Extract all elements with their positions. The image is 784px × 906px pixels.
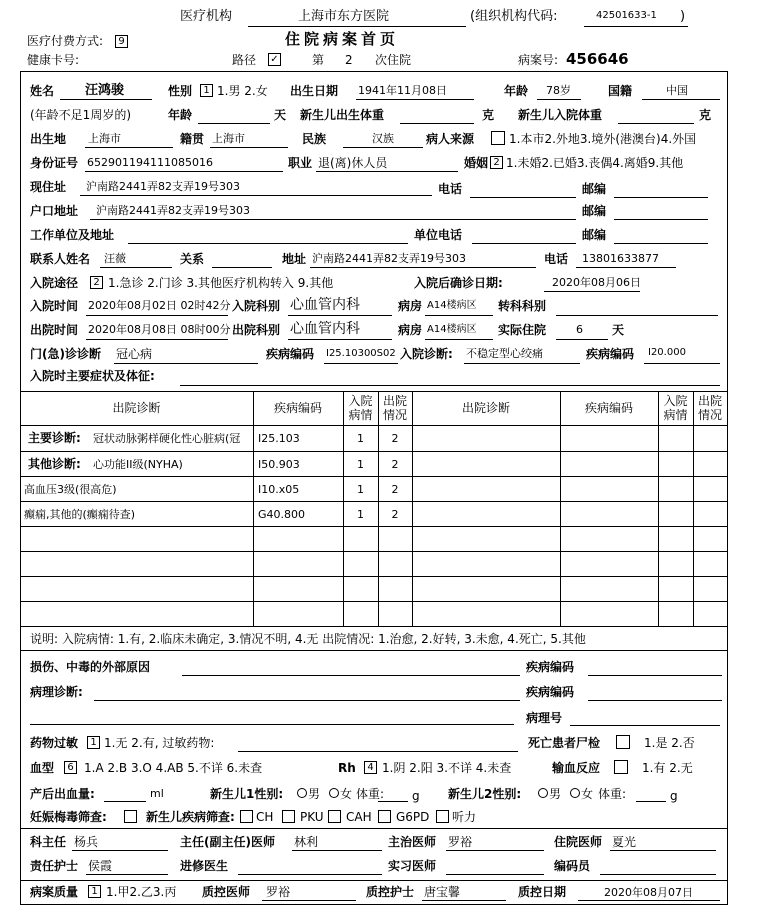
- health-card-label: 健康卡号:: [27, 53, 80, 67]
- org-code: 42501633-1: [596, 10, 657, 21]
- work-phone-label: 单位电话: [414, 228, 463, 242]
- attending: 罗裕: [448, 835, 473, 849]
- th-out-1: 出院: [382, 394, 407, 408]
- day-label: 天: [274, 108, 287, 122]
- nb2-weight-label: 体重:: [598, 787, 627, 801]
- org-code-label: (组织机构代码:: [470, 9, 558, 24]
- opd-code: I25.10300S02: [326, 348, 396, 359]
- ward: A14楼病区: [427, 300, 477, 311]
- screen-cah: CAH: [346, 810, 372, 824]
- org-code-close: ): [680, 9, 686, 24]
- th-in-1: 入院: [348, 394, 373, 408]
- transfusion-box: [614, 760, 628, 774]
- page-title: 住院病案首页: [285, 30, 400, 48]
- th-code: 疾病编码: [273, 401, 322, 415]
- injury-label: 损伤、中毒的外部原因: [30, 660, 151, 674]
- marriage-box: 2: [490, 156, 503, 169]
- id-number: 652901194111085016: [87, 156, 213, 169]
- pay-box: 9: [115, 35, 128, 48]
- stay-unit: 天: [612, 323, 625, 337]
- infant-age-label: 年龄: [168, 108, 193, 122]
- transfusion-label: 输血反应: [552, 761, 601, 775]
- autopsy-options: 1.是 2.否: [644, 736, 695, 750]
- autopsy-label: 死亡患者尸检: [528, 736, 601, 750]
- th-code-2: 疾病编码: [584, 401, 633, 415]
- screen-ch-box: [240, 810, 253, 823]
- nb-screen-label: 新生儿疾病筛查:: [146, 810, 235, 824]
- contact-addr: 沪南路2441弄82支弄19号303: [312, 252, 466, 265]
- allergy-label: 药物过敏: [30, 736, 79, 750]
- nb1-male-radio: [297, 788, 307, 798]
- ward-label: 病房: [398, 299, 423, 313]
- in-time: 2020年08月02日 02时42分: [88, 299, 231, 312]
- path-label: 路径: [232, 53, 257, 67]
- org-label: 医疗机构: [180, 9, 233, 24]
- main-diag-label: 主要诊断:: [28, 431, 81, 445]
- allergy-box: 1: [87, 736, 100, 749]
- zip3-label: 邮编: [582, 228, 607, 242]
- th-diagnosis: 出院诊断: [112, 401, 161, 415]
- in-time-label: 入院时间: [30, 299, 79, 313]
- screen-pku-box: [282, 810, 295, 823]
- nation-label: 国籍: [608, 84, 633, 98]
- screen-hearing-box: [436, 810, 449, 823]
- chief-label: 主任(副主任)医师: [180, 835, 275, 849]
- nb1-g: g: [412, 789, 420, 803]
- gram-2: 克: [699, 108, 712, 122]
- other-diag-out: 2: [391, 458, 399, 471]
- path-code-label: 疾病编码: [526, 685, 575, 699]
- nb1-weight-label: 体重:: [356, 787, 385, 801]
- screen-g6pd: G6PD: [396, 810, 430, 824]
- nb-admit-weight-label: 新生儿入院体重: [518, 108, 603, 122]
- quality-options: 1.甲2.乙3.丙: [106, 885, 177, 899]
- blood-options: 1.A 2.B 3.O 4.AB 5.不详 6.未查: [84, 761, 263, 775]
- in-diag-label: 入院诊断:: [400, 347, 453, 361]
- other-diag-label: 其他诊断:: [28, 457, 81, 471]
- source-label: 病人来源: [426, 132, 475, 146]
- ward2-label: 病房: [398, 323, 423, 337]
- path-checkbox: ✓: [268, 53, 281, 66]
- th-out-2b: 情况: [697, 408, 722, 422]
- birth: 1941年11月08日: [358, 84, 447, 97]
- screen-ch: CH: [256, 810, 274, 824]
- diag-3-out: 2: [391, 483, 399, 496]
- blood-box: 6: [64, 761, 77, 774]
- in-dept: 心血管内科: [290, 297, 360, 313]
- record-no-label: 病案号:: [518, 53, 559, 67]
- record-no: 456646: [566, 50, 629, 68]
- age: 78岁: [546, 84, 571, 97]
- nb2-male-radio: [538, 788, 548, 798]
- attending-label: 主治医师: [388, 835, 437, 849]
- nb1-label: 新生儿1性别:: [210, 787, 284, 801]
- zip-label: 邮编: [582, 182, 607, 196]
- rh-box: 4: [364, 761, 377, 774]
- screen-cah-box: [328, 810, 341, 823]
- nb2-g: g: [670, 789, 678, 803]
- bleed-unit: ml: [150, 787, 164, 800]
- hukou-label: 户口地址: [30, 204, 79, 218]
- opd-diag: 冠心病: [116, 347, 153, 361]
- sex-label: 性别: [168, 84, 193, 98]
- ethnic-label: 民族: [302, 132, 327, 146]
- org-name: 上海市东方医院: [298, 9, 390, 24]
- autopsy-box: [616, 735, 630, 749]
- resident: 夏光: [612, 835, 637, 849]
- birth-label: 出生日期: [290, 84, 339, 98]
- nb2-female-radio: [570, 788, 580, 798]
- stay: 6: [576, 323, 583, 336]
- nth-value: 2: [345, 53, 353, 67]
- confirm-label: 入院后确诊日期:: [414, 276, 503, 290]
- in-diag-code-label: 疾病编码: [586, 347, 635, 361]
- allergy-options: 1.无 2.有, 过敏药物:: [104, 736, 215, 750]
- org-underline: [248, 26, 466, 27]
- source-options: 1.本市2.外地3.境外(港澳台)4.外国: [509, 132, 697, 146]
- diag-3-text: 高血压3级(很高危): [24, 483, 117, 496]
- out-dept-label: 出院科别: [232, 323, 281, 337]
- chief: 林利: [294, 835, 319, 849]
- transfer-label: 转科科别: [498, 299, 547, 313]
- advanced-label: 进修医生: [180, 859, 229, 873]
- rel-label: 关系: [180, 252, 205, 266]
- screen-g6pd-box: [378, 810, 391, 823]
- preg-label: 妊娠梅毒筛查:: [30, 810, 107, 824]
- th-out-2: 情况: [382, 408, 407, 422]
- contact-name: 汪薇: [104, 252, 126, 265]
- qc-doc: 罗裕: [266, 885, 291, 899]
- main-diag-in: 1: [357, 432, 364, 445]
- main-diag-out: 2: [391, 432, 399, 445]
- route-box: 2: [90, 276, 103, 289]
- birthplace: 上海市: [88, 132, 121, 145]
- name-label: 姓名: [30, 84, 55, 98]
- route-options: 1.急诊 2.门诊 3.其他医疗机构转入 9.其他: [108, 276, 334, 290]
- nurse: 侯霞: [88, 859, 113, 873]
- dept-head: 杨兵: [74, 835, 99, 849]
- diag-4-code: G40.800: [258, 508, 306, 521]
- addr-label: 现住址: [30, 180, 67, 194]
- qc-date: 2020年08月07日: [604, 886, 693, 899]
- other-diag-text: 心功能II级(NYHA): [93, 458, 183, 471]
- phone-label: 电话: [438, 182, 463, 196]
- qc-date-label: 质控日期: [518, 885, 567, 899]
- main-diag-text: 冠状动脉粥样硬化性心脏病(冠: [93, 433, 241, 444]
- diag-4-in: 1: [357, 508, 364, 521]
- th-diagnosis-2: 出院诊断: [461, 401, 510, 415]
- job-label: 职业: [288, 156, 313, 170]
- job: 退(离)休人员: [318, 156, 388, 170]
- contact-label: 联系人姓名: [30, 252, 91, 266]
- path-diag-label: 病理诊断:: [30, 685, 83, 699]
- out-time: 2020年08月08日 08时00分: [88, 323, 231, 336]
- contact-addr-label: 地址: [282, 252, 307, 266]
- opd-label: 门(急)诊诊断: [30, 347, 101, 361]
- patient-name: 汪鸿骏: [85, 83, 125, 98]
- in-diag: 不稳定型心绞痛: [466, 347, 543, 360]
- nth-suffix: 次住院: [375, 53, 412, 67]
- contact-phone: 13801633877: [582, 252, 659, 265]
- qc-doc-label: 质控医师: [202, 885, 251, 899]
- out-dept: 心血管内科: [290, 321, 360, 337]
- qc-nurse-label: 质控护士: [366, 885, 415, 899]
- native-label: 籍贯: [180, 132, 205, 146]
- table-note: 说明: 入院病情: 1.有, 2.临床未确定, 3.情况不明, 4.无 出院情况: 1.治愈, 2.好转, 3.未愈, 4.死亡, 5.其他: [30, 632, 586, 646]
- nurse-label: 责任护士: [30, 859, 79, 873]
- marriage-label: 婚姻: [464, 156, 489, 170]
- preg-box: [124, 810, 137, 823]
- th-in-2: 病情: [348, 408, 373, 422]
- age-label: 年龄: [504, 84, 529, 98]
- other-diag-code: I50.903: [258, 458, 300, 471]
- nation: 中国: [666, 84, 688, 97]
- stay-label: 实际住院: [498, 323, 547, 337]
- diag-4-text: 癫痫,其他的(癫痫待查): [24, 508, 136, 521]
- ethnic: 汉族: [372, 132, 394, 145]
- th-out-1b: 出院: [697, 394, 722, 408]
- opd-code-label: 疾病编码: [266, 347, 315, 361]
- coder-label: 编码员: [554, 859, 591, 873]
- th-in-1b: 入院: [663, 394, 688, 408]
- in-diag-code: I20.000: [648, 347, 686, 358]
- main-diag-code: I25.103: [258, 432, 300, 445]
- screen-pku: PKU: [300, 810, 324, 824]
- nb1-female-radio: [329, 788, 339, 798]
- nb-birth-weight-label: 新生儿出生体重: [300, 108, 385, 122]
- rh-label: Rh: [338, 761, 356, 775]
- injury-code-label: 疾病编码: [526, 660, 575, 674]
- pay-label: 医疗付费方式:: [27, 34, 104, 48]
- zip2-label: 邮编: [582, 204, 607, 218]
- resident-label: 住院医师: [554, 835, 603, 849]
- blood-label: 血型: [30, 761, 55, 775]
- diag-4-out: 2: [391, 508, 399, 521]
- sex-box: 1: [200, 84, 213, 97]
- nb1-female: 女: [340, 787, 353, 801]
- contact-phone-label: 电话: [544, 252, 569, 266]
- th-in-2b: 病情: [663, 408, 688, 422]
- nb2-female: 女: [581, 787, 594, 801]
- addr: 沪南路2441弄82支弄19号303: [86, 180, 240, 193]
- intern-label: 实习医师: [388, 859, 437, 873]
- nb1-male: 男: [308, 787, 321, 801]
- qc-nurse: 唐宝馨: [424, 885, 461, 899]
- native: 上海市: [212, 132, 245, 145]
- route-label: 入院途径: [30, 276, 79, 290]
- confirm-date: 2020年08月06日: [552, 276, 641, 289]
- symptom-label: 入院时主要症状及体征:: [30, 369, 155, 383]
- hukou: 沪南路2441弄82支弄19号303: [96, 204, 250, 217]
- quality-label: 病案质量: [30, 885, 79, 899]
- work-label: 工作单位及地址: [30, 228, 115, 242]
- infant-note: (年龄不足1周岁的): [30, 108, 131, 122]
- marriage-options: 1.未婚2.已婚3.丧偶4.离婚9.其他: [506, 156, 684, 170]
- nb2-label: 新生儿2性别:: [448, 787, 522, 801]
- dept-head-label: 科主任: [30, 835, 67, 849]
- rh-options: 1.阴 2.阳 3.不详 4.未查: [382, 761, 512, 775]
- bleed-label: 产后出血量:: [30, 787, 95, 801]
- id-label: 身份证号: [30, 156, 79, 170]
- transfusion-options: 1.有 2.无: [642, 761, 693, 775]
- birthplace-label: 出生地: [30, 132, 67, 146]
- screen-hearing: 听力: [452, 810, 477, 824]
- quality-box: 1: [88, 885, 101, 898]
- in-dept-label: 入院科别: [232, 299, 281, 313]
- gram-1: 克: [482, 108, 495, 122]
- diag-3-in: 1: [357, 483, 364, 496]
- nth-label: 第: [312, 53, 325, 67]
- sex-options: 1.男 2.女: [217, 84, 268, 98]
- other-diag-in: 1: [357, 458, 364, 471]
- ward2: A14楼病区: [427, 324, 477, 335]
- path-no-label: 病理号: [526, 711, 563, 725]
- source-box: [491, 131, 505, 145]
- out-time-label: 出院时间: [30, 323, 79, 337]
- diag-3-code: I10.x05: [258, 483, 300, 496]
- nb2-male: 男: [549, 787, 562, 801]
